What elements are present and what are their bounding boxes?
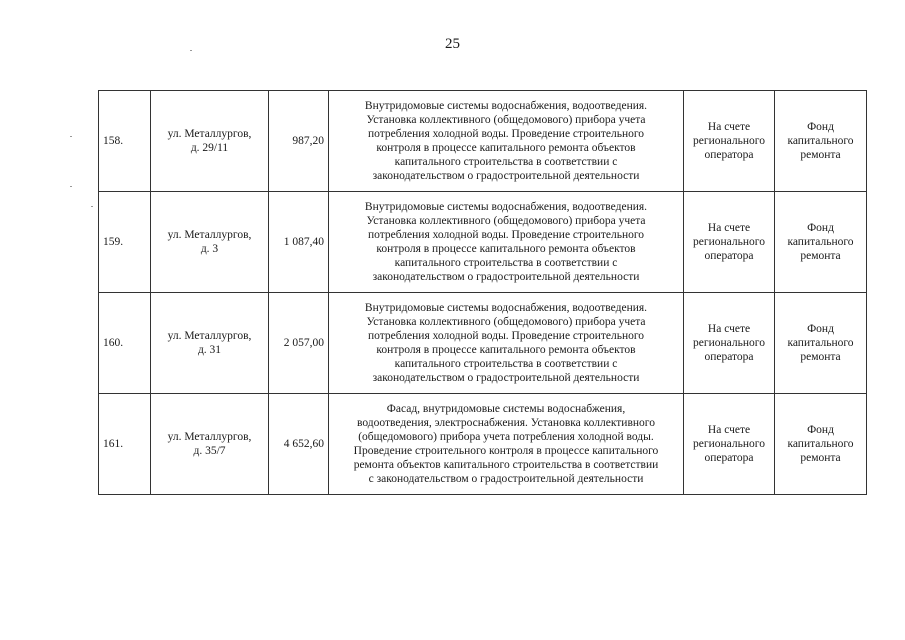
- address-house: д. 29/11: [190, 142, 229, 154]
- works-line: ремонта объектов капитального строительства в соответствии: [353, 459, 659, 471]
- scan-speck: [70, 186, 72, 187]
- works-line: (общедомового) прибора учета потребления холодной воды.: [358, 431, 654, 443]
- cost-cell: 1 087,40: [269, 192, 329, 293]
- cost-cell: 2 057,00: [269, 293, 329, 394]
- works-description-cell: [329, 91, 684, 192]
- method-line: регионального: [693, 337, 765, 349]
- cost-cell: 987,20: [269, 91, 329, 192]
- address-house: д. 3: [200, 243, 219, 255]
- address-cell: [151, 192, 269, 293]
- works-line: Внутридомовые системы водоснабжения, водоотведения.: [364, 100, 648, 112]
- works-line: с законодательством о градостроительной деятельности: [368, 473, 644, 485]
- works-line: Установка коллективного (общедомового) прибора учета: [366, 316, 646, 328]
- works-line: потребления холодной воды. Проведение строительного: [367, 229, 645, 241]
- method-line: оператора: [704, 452, 754, 464]
- source-line: ремонта: [800, 452, 841, 464]
- method-line: На счете: [707, 323, 751, 335]
- works-line: Фасад, внутридомовые системы водоснабжения,: [386, 403, 626, 415]
- method-line: На счете: [707, 424, 751, 436]
- method-line: оператора: [704, 351, 754, 363]
- works-description-cell: [329, 394, 684, 495]
- capital-repair-table: [98, 90, 867, 495]
- address-street: ул. Металлургов,: [167, 431, 252, 443]
- method-line: На счете: [707, 121, 751, 133]
- table-row: [99, 91, 867, 192]
- address-street: ул. Металлургов,: [167, 330, 252, 342]
- works-line: законодательством о градостроительной деятельности: [372, 170, 640, 182]
- works-line: капитального строительства в соответствии с: [394, 257, 618, 269]
- address-house: д. 35/7: [193, 445, 226, 457]
- works-line: Проведение строительного контроля в процессе капитального: [353, 445, 659, 457]
- table-row: [99, 394, 867, 495]
- method-line: оператора: [704, 250, 754, 262]
- works-line: законодательством о градостроительной деятельности: [372, 271, 640, 283]
- works-line: Внутридомовые системы водоснабжения, водоотведения.: [364, 201, 648, 213]
- method-line: регионального: [693, 135, 765, 147]
- works-line: контроля в процессе капитального ремонта объектов: [376, 344, 636, 356]
- source-line: ремонта: [800, 250, 841, 262]
- source-line: капитального: [787, 236, 854, 248]
- works-line: Установка коллективного (общедомового) прибора учета: [366, 114, 646, 126]
- works-line: контроля в процессе капитального ремонта объектов: [376, 243, 636, 255]
- method-line: оператора: [704, 149, 754, 161]
- source-line: капитального: [787, 337, 854, 349]
- address-cell: [151, 293, 269, 394]
- source-line: ремонта: [800, 351, 841, 363]
- source-line: Фонд: [807, 222, 834, 234]
- row-number: 159.: [99, 192, 151, 293]
- works-line: Установка коллективного (общедомового) прибора учета: [366, 215, 646, 227]
- works-line: законодательством о градостроительной деятельности: [372, 372, 640, 384]
- row-number: 161.: [99, 394, 151, 495]
- funding-method-cell: [684, 394, 775, 495]
- source-line: Фонд: [807, 121, 834, 133]
- works-line: водоотведения, электроснабжения. Установка коллективного: [357, 417, 655, 429]
- source-line: ремонта: [800, 149, 841, 161]
- address-street: ул. Металлургов,: [167, 229, 252, 241]
- funding-method-cell: [684, 192, 775, 293]
- address-house: д. 31: [197, 344, 222, 356]
- funding-method-cell: [684, 91, 775, 192]
- source-line: капитального: [787, 438, 854, 450]
- works-line: контроля в процессе капитального ремонта объектов: [376, 142, 636, 154]
- works-line: потребления холодной воды. Проведение строительного: [367, 330, 645, 342]
- table-body: [99, 91, 867, 495]
- row-number: 160.: [99, 293, 151, 394]
- scan-speck: [91, 206, 93, 207]
- funding-source-cell: [775, 192, 867, 293]
- table-row: [99, 293, 867, 394]
- cost-cell: 4 652,60: [269, 394, 329, 495]
- address-cell: [151, 394, 269, 495]
- scan-speck: [190, 50, 192, 51]
- address-cell: [151, 91, 269, 192]
- method-line: На счете: [707, 222, 751, 234]
- works-line: Внутридомовые системы водоснабжения, водоотведения.: [364, 302, 648, 314]
- funding-source-cell: [775, 394, 867, 495]
- table-row: [99, 192, 867, 293]
- scan-speck: [70, 136, 72, 137]
- works-line: капитального строительства в соответствии с: [394, 358, 618, 370]
- source-line: Фонд: [807, 424, 834, 436]
- source-line: Фонд: [807, 323, 834, 335]
- method-line: регионального: [693, 438, 765, 450]
- row-number: 158.: [99, 91, 151, 192]
- works-description-cell: [329, 192, 684, 293]
- works-line: капитального строительства в соответствии с: [394, 156, 618, 168]
- page-number: 25: [445, 36, 460, 52]
- works-description-cell: [329, 293, 684, 394]
- source-line: капитального: [787, 135, 854, 147]
- funding-source-cell: [775, 91, 867, 192]
- address-street: ул. Металлургов,: [167, 128, 252, 140]
- method-line: регионального: [693, 236, 765, 248]
- funding-method-cell: [684, 293, 775, 394]
- funding-source-cell: [775, 293, 867, 394]
- works-line: потребления холодной воды. Проведение строительного: [367, 128, 645, 140]
